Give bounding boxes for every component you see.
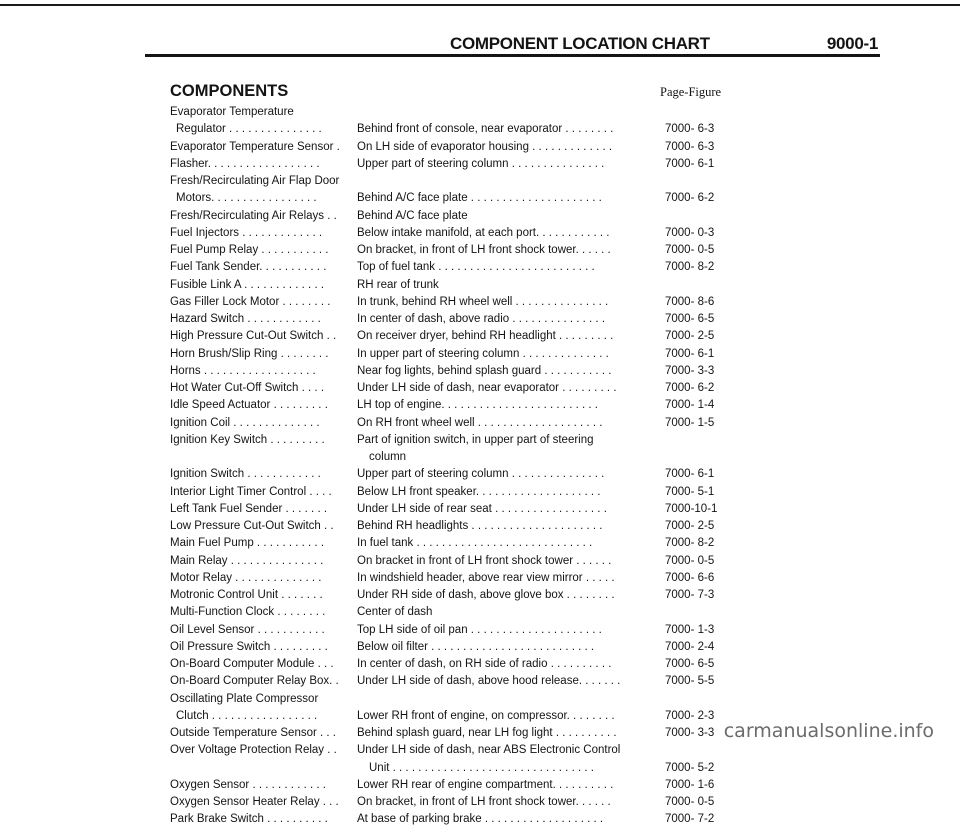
component-name: Ignition Key Switch . . . . . . . . . — [170, 433, 325, 446]
page-figure-ref: 7000- 8-2 — [665, 261, 715, 274]
table-row — [0, 777, 960, 794]
table-row — [0, 259, 960, 276]
component-name: Motors. . . . . . . . . . . . . . . . . — [176, 192, 317, 205]
table-row — [0, 656, 960, 673]
component-name: Park Brake Switch . . . . . . . . . . — [170, 813, 328, 826]
page-figure-ref: 7000- 6-5 — [665, 658, 715, 670]
table-row — [0, 553, 960, 570]
component-location: Under LH side of rear seat . . . . . . . . . . . . . . . . . . — [357, 502, 607, 515]
component-name: Interior Light Timer Control . . . . — [170, 485, 332, 498]
component-location: Behind front of console, near evaporator . . . . . . . . — [357, 123, 614, 136]
component-location: In trunk, behind RH wheel well . . . . . . . . . . . . . . . — [357, 295, 609, 308]
component-location: column — [369, 451, 407, 463]
component-location: Lower RH rear of engine compartment. . . . . . . . . . — [357, 778, 614, 791]
table-row — [0, 156, 960, 173]
component-location: In center of dash, on RH side of radio . . . . . . . . . . — [357, 658, 612, 670]
component-location: Upper part of steering column . . . . . . . . . . . . . . . — [357, 468, 605, 481]
component-location: On bracket, in front of LH front shock tower. . . . . . — [357, 244, 611, 256]
table-row — [0, 397, 960, 414]
page-figure-ref: 7000- 6-1 — [665, 157, 715, 170]
page-figure-ref: 7000- 8-2 — [665, 537, 715, 550]
page-title: COMPONENT LOCATION CHART — [450, 34, 710, 53]
page-figure-ref: 7000- 2-5 — [665, 330, 715, 343]
table-row — [0, 484, 960, 501]
page-figure-ref: 7000- 6-5 — [665, 313, 715, 325]
component-name: Oxygen Sensor Heater Relay . . . — [170, 796, 339, 808]
table-row — [0, 811, 960, 828]
component-name: Evaporator Temperature Sensor . — [170, 140, 340, 153]
table-row — [0, 363, 960, 380]
table-row — [0, 225, 960, 242]
component-name: Oxygen Sensor . . . . . . . . . . . . — [170, 778, 326, 791]
component-name: Horn Brush/Slip Ring . . . . . . . . — [170, 347, 329, 360]
page-figure-ref: 7000- 2-3 — [665, 709, 715, 722]
page-figure-ref: 7000- 1-3 — [665, 623, 715, 636]
component-location: Behind A/C face plate — [357, 209, 468, 222]
page-figure-ref: 7000- 6-1 — [665, 468, 715, 481]
table-row — [0, 104, 960, 121]
page-figure-ref: 7000- 0-3 — [665, 226, 715, 239]
table-row — [0, 501, 960, 518]
table-row — [0, 415, 960, 432]
table-row — [0, 311, 960, 328]
page-figure-ref: 7000- 5-1 — [665, 485, 715, 498]
component-location: In windshield header, above rear view mirror . . . . . — [357, 571, 615, 584]
component-location: Upper part of steering column . . . . . . . . . . . . . . . — [357, 157, 605, 170]
table-row — [0, 673, 960, 690]
component-name: Multi-Function Clock . . . . . . . . — [170, 606, 326, 619]
component-name: Fusible Link A . . . . . . . . . . . . . — [170, 278, 325, 291]
page-figure-ref: 7000- 6-2 — [665, 382, 715, 394]
component-name: Over Voltage Protection Relay . . — [170, 744, 337, 757]
component-name: Gas Filler Lock Motor . . . . . . . . — [170, 295, 331, 308]
table-row — [0, 742, 960, 759]
component-location: Under LH side of dash, near evaporator . . . . . . . . . — [357, 382, 617, 394]
component-location: On receiver dryer, behind RH headlight . . . . . . . . . — [357, 330, 614, 343]
component-name: On-Board Computer Relay Box. . — [170, 675, 339, 688]
table-row — [0, 760, 960, 777]
component-name: Oil Level Sensor . . . . . . . . . . . — [170, 623, 325, 636]
table-row — [0, 691, 960, 708]
component-name: On-Board Computer Module . . . — [170, 658, 334, 670]
top-border-rule — [0, 4, 960, 6]
page-figure-ref: 7000- 5-5 — [665, 675, 715, 688]
page-figure-ref: 7000- 1-5 — [665, 416, 715, 429]
component-name: Fuel Injectors . . . . . . . . . . . . . — [170, 226, 323, 239]
component-name: Oscillating Plate Compressor — [170, 692, 319, 705]
component-name: Fuel Tank Sender. . . . . . . . . . . — [170, 261, 327, 274]
section-title: COMPONENTS — [170, 82, 289, 100]
page-figure-ref: 7000- 8-6 — [665, 295, 715, 308]
component-name: Ignition Coil . . . . . . . . . . . . . . — [170, 416, 320, 429]
component-name: Idle Speed Actuator . . . . . . . . . — [170, 399, 328, 412]
component-location: On LH side of evaporator housing . . . . . . . . . . . . . — [357, 140, 613, 153]
page-header — [450, 30, 878, 54]
component-name: Hazard Switch . . . . . . . . . . . . — [170, 313, 321, 325]
component-name: Low Pressure Cut-Out Switch . . — [170, 520, 334, 532]
component-name: Flasher. . . . . . . . . . . . . . . . . . — [170, 157, 320, 170]
component-location: At base of parking brake . . . . . . . . . . . . . . . . . . . — [357, 813, 604, 826]
component-name: Fresh/Recirculating Air Relays . . — [170, 209, 337, 222]
component-location: On bracket, in front of LH front shock tower. . . . . . — [357, 796, 611, 808]
page-number: 9000-1 — [826, 34, 878, 53]
page-figure-ref: 7000- 3-3 — [665, 727, 715, 739]
watermark: carmanualsonline.info — [723, 720, 934, 742]
component-name: Fuel Pump Relay . . . . . . . . . . . — [170, 244, 329, 256]
page-figure-column-header: Page-Figure — [660, 85, 722, 99]
page-figure-ref: 7000- 2-5 — [665, 520, 715, 532]
component-location: Behind splash guard, near LH fog light . . . . . . . . . . — [357, 727, 617, 739]
table-row — [0, 346, 960, 363]
page-figure-ref: 7000- 6-1 — [665, 347, 715, 360]
component-location: Part of ignition switch, in upper part of steering — [357, 433, 594, 446]
page-figure-ref: 7000- 1-4 — [665, 399, 715, 412]
table-row — [0, 173, 960, 190]
page-figure-ref: 7000- 7-3 — [665, 589, 715, 601]
page-figure-ref: 7000- 6-3 — [665, 123, 715, 136]
component-location: Top of fuel tank . . . . . . . . . . . . . . . . . . . . . . . . . — [357, 261, 595, 274]
component-name: Regulator . . . . . . . . . . . . . . . — [176, 123, 322, 136]
page-figure-ref: 7000- 6-3 — [665, 140, 715, 153]
component-location: In center of dash, above radio . . . . . . . . . . . . . . . — [357, 313, 606, 325]
page-figure-ref: 7000- 5-2 — [665, 761, 715, 774]
page-figure-ref: 7000-10-1 — [665, 502, 718, 515]
component-location: Unit . . . . . . . . . . . . . . . . . . . . . . . . . . . . . . . . — [369, 761, 594, 774]
component-location: Below oil filter . . . . . . . . . . . . . . . . . . . . . . . . . . — [357, 640, 595, 653]
page-figure-ref: 7000- 0-5 — [665, 244, 715, 256]
page-figure-ref: 7000- 6-2 — [665, 192, 715, 205]
table-row — [0, 794, 960, 811]
component-name: Ignition Switch . . . . . . . . . . . . — [170, 468, 321, 481]
component-name: Motor Relay . . . . . . . . . . . . . . — [170, 571, 322, 584]
table-row — [0, 277, 960, 294]
component-location: RH rear of trunk — [357, 278, 439, 291]
component-name: Horns . . . . . . . . . . . . . . . . . . — [170, 364, 316, 377]
component-location: Under LH side of dash, near ABS Electronic Control — [357, 744, 621, 757]
component-name: Left Tank Fuel Sender . . . . . . . — [170, 502, 328, 515]
table-row — [0, 139, 960, 156]
component-name: Clutch . . . . . . . . . . . . . . . . . — [176, 709, 318, 722]
component-location: Top LH side of oil pan . . . . . . . . . . . . . . . . . . . . . — [357, 623, 602, 636]
component-location: Lower RH front of engine, on compressor. . . . . . . . — [357, 709, 615, 722]
component-name: Outside Temperature Sensor . . . — [170, 727, 336, 739]
page-figure-ref: 7000- 0-5 — [665, 796, 715, 808]
table-row — [0, 587, 960, 604]
table-row — [0, 449, 960, 466]
component-name: Main Fuel Pump . . . . . . . . . . . — [170, 537, 325, 550]
component-location: In fuel tank . . . . . . . . . . . . . . . . . . . . . . . . . . . . — [357, 537, 593, 550]
component-location: Behind RH headlights . . . . . . . . . . . . . . . . . . . . . — [357, 520, 603, 532]
table-row — [0, 380, 960, 397]
component-name: Oil Pressure Switch . . . . . . . . . — [170, 640, 328, 653]
table-row — [0, 328, 960, 345]
table-row — [0, 535, 960, 552]
component-location: On RH front wheel well . . . . . . . . . . . . . . . . . . . . — [357, 416, 603, 429]
table-row — [0, 294, 960, 311]
page-figure-ref: 7000- 6-6 — [665, 571, 715, 584]
page-figure-ref: 7000- 3-3 — [665, 364, 715, 377]
component-location: LH top of engine. . . . . . . . . . . . . . . . . . . . . . . . . — [357, 399, 598, 412]
header-divider — [145, 54, 880, 57]
table-row — [0, 190, 960, 207]
table-row — [0, 518, 960, 535]
component-name: Fresh/Recirculating Air Flap Door — [170, 175, 340, 187]
component-location: Under RH side of dash, above glove box . . . . . . . . — [357, 589, 615, 601]
table-row — [0, 622, 960, 639]
component-name: Motronic Control Unit . . . . . . . — [170, 589, 323, 601]
component-location: Center of dash — [357, 606, 433, 619]
table-row — [0, 570, 960, 587]
table-row — [0, 242, 960, 259]
component-name: High Pressure Cut-Out Switch . . — [170, 330, 337, 343]
component-location: In upper part of steering column . . . . . . . . . . . . . . — [357, 347, 609, 360]
component-location: Behind A/C face plate . . . . . . . . . . . . . . . . . . . . . — [357, 192, 602, 205]
component-location: Below intake manifold, at each port. . . . . . . . . . . . — [357, 226, 610, 239]
page-figure-ref: 7000- 1-6 — [665, 778, 715, 791]
table-row — [0, 466, 960, 483]
component-location: Near fog lights, behind splash guard . . . . . . . . . . . — [357, 364, 612, 377]
table-row — [0, 208, 960, 225]
page-figure-ref: 7000- 7-2 — [665, 813, 715, 826]
component-location: On bracket in front of LH front shock tower . . . . . . — [357, 554, 612, 567]
table-row — [0, 121, 960, 138]
table-row — [0, 639, 960, 656]
table-row — [0, 604, 960, 621]
component-name: Main Relay . . . . . . . . . . . . . . . — [170, 554, 324, 567]
component-location: Under LH side of dash, above hood release. . . . . . . — [357, 675, 621, 688]
component-name: Hot Water Cut-Off Switch . . . . — [170, 382, 325, 394]
page-figure-ref: 7000- 0-5 — [665, 554, 715, 567]
component-location: Below LH front speaker. . . . . . . . . . . . . . . . . . . . — [357, 485, 601, 498]
page-figure-ref: 7000- 2-4 — [665, 640, 715, 653]
table-row — [0, 432, 960, 449]
component-name: Evaporator Temperature — [170, 106, 294, 118]
